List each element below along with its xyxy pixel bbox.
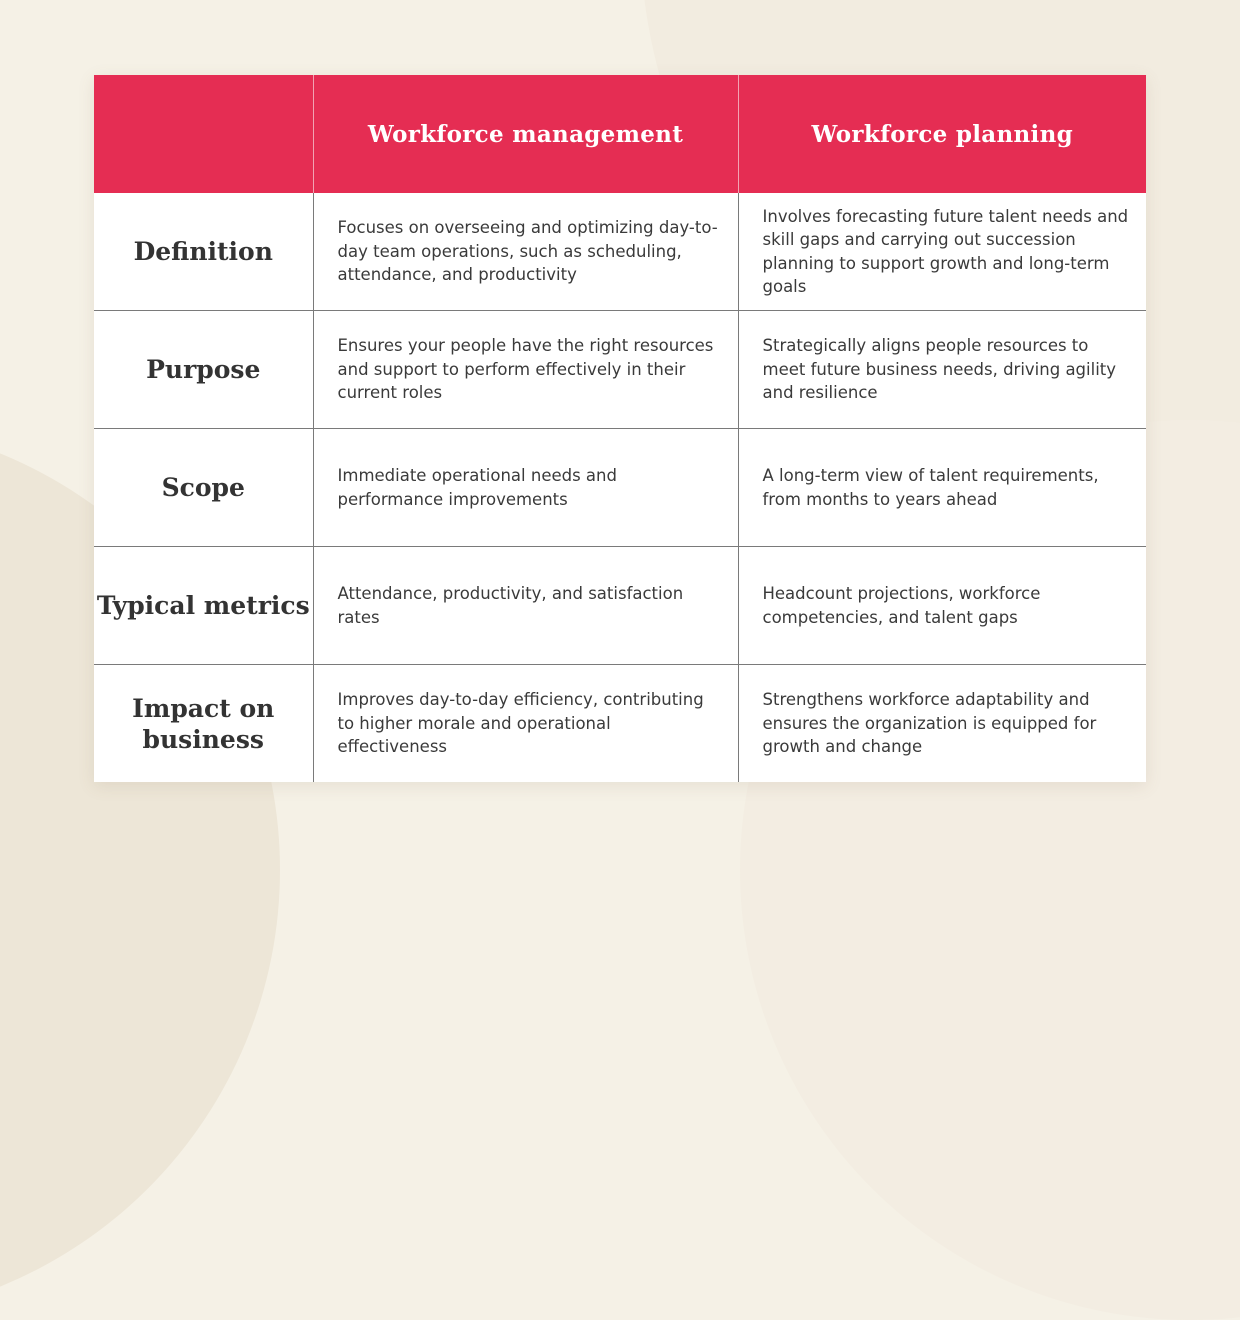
- header-workforce-planning: Workforce planning: [738, 75, 1146, 193]
- header-workforce-management: Workforce management: [313, 75, 738, 193]
- cell-text: Strategically aligns people resources to meet future business needs, driving agility and resilience: [762, 336, 1117, 403]
- cell-text: Focuses on overseeing and optimizing day-to-day team operations, such as scheduling, attendance, and productivity: [337, 218, 718, 285]
- cell-text: Immediate operational needs and performance improvements: [337, 466, 617, 509]
- planning-cell: [738, 665, 1146, 783]
- management-cell: [313, 311, 738, 429]
- cell-text: Headcount projections, workforce competencies, and talent gaps: [762, 584, 1041, 627]
- row-label-definition: Definition: [133, 237, 273, 266]
- planning-cell: [738, 193, 1146, 311]
- cell-text: Strengthens workforce adaptability and ensures the organization is equipped for growth and change: [762, 690, 1097, 757]
- management-cell: [313, 193, 738, 311]
- table-row: [94, 665, 1146, 783]
- row-label-purpose: Purpose: [94, 311, 313, 429]
- comparison-table: [94, 75, 1146, 782]
- table-row: [94, 547, 1146, 665]
- row-label-typical-metrics: Typical metrics: [94, 547, 313, 665]
- row-label-scope: Scope: [94, 429, 313, 547]
- table-body: [94, 193, 1146, 782]
- table-row: [94, 193, 1146, 311]
- planning-cell: [738, 547, 1146, 665]
- planning-cell: [738, 311, 1146, 429]
- header-row: [94, 75, 1146, 193]
- management-cell: [313, 665, 738, 783]
- cell-text: Improves day-to-day efficiency, contributing to higher morale and operational effectiveness: [337, 690, 704, 757]
- cell-text: A long-term view of talent requirements, from months to years ahead: [762, 466, 1099, 509]
- planning-cell: [738, 429, 1146, 547]
- table-header: [94, 75, 1146, 193]
- management-cell: [313, 547, 738, 665]
- management-cell: [313, 429, 738, 547]
- cell-text: Involves forecasting future talent needs and skill gaps and carrying out succession planning to support growth and long-term goals: [762, 206, 1129, 296]
- cell-text: Attendance, productivity, and satisfaction rates: [337, 584, 684, 627]
- table-row: [94, 429, 1146, 547]
- row-label-impact-on-business: Impact on business: [94, 665, 313, 783]
- header-empty-cell: [94, 75, 313, 193]
- table-row: [94, 311, 1146, 429]
- cell-text: Ensures your people have the right resources and support to perform effectively in their current roles: [337, 336, 714, 403]
